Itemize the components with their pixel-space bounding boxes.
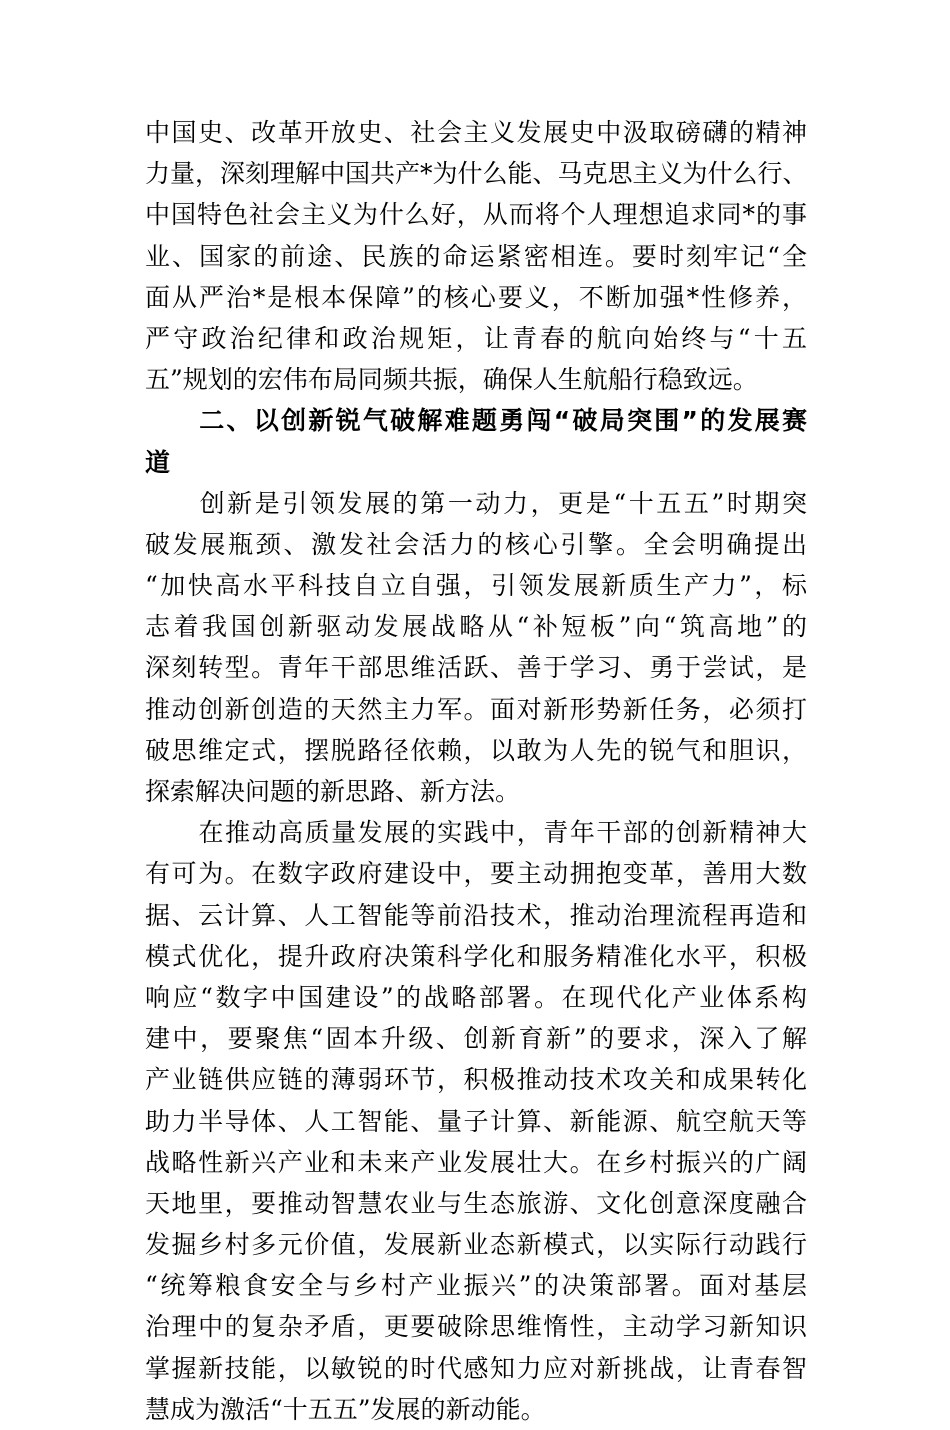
line-text: 建中，要聚焦“固本升级、创新育新”的要求，深入了解 bbox=[145, 1024, 807, 1054]
paragraph-line bbox=[145, 1306, 807, 1347]
line-text: 志着我国创新驱动发展战略从“补短板”向“筑高地”的 bbox=[145, 612, 807, 642]
line-text: 天地里，要推动智慧农业与生态旅游、文化创意深度融合 bbox=[145, 1188, 807, 1218]
paragraph-line bbox=[145, 1142, 807, 1183]
paragraph-line bbox=[145, 647, 807, 688]
paragraph-line bbox=[145, 277, 807, 318]
line-text: 模式优化，提升政府决策科学化和服务精准化水平，积极 bbox=[145, 941, 807, 971]
paragraph-line bbox=[145, 483, 807, 524]
paragraph-line bbox=[145, 771, 807, 812]
line-text: 中国特色社会主义为什么好，从而将个人理想追求同*的事 bbox=[145, 200, 807, 230]
section-heading-line bbox=[145, 400, 807, 441]
document-body bbox=[145, 112, 807, 1430]
line-text: 战略性新兴产业和未来产业发展壮大。在乡村振兴的广阔 bbox=[145, 1147, 807, 1177]
line-text: 严守政治纪律和政治规矩，让青春的航向始终与“十五 bbox=[145, 323, 807, 353]
line-text: 在推动高质量发展的实践中，青年干部的创新精神大 bbox=[197, 818, 807, 848]
paragraph-line bbox=[145, 1265, 807, 1306]
paragraph-line bbox=[145, 524, 807, 565]
paragraph-line bbox=[145, 977, 807, 1018]
line-text: 响应“数字中国建设”的战略部署。在现代化产业体系构 bbox=[145, 982, 807, 1012]
line-text: 业、国家的前途、民族的命运紧密相连。要时刻牢记“全 bbox=[145, 241, 807, 271]
line-text: 有可为。在数字政府建设中，要主动拥抱变革，善用大数 bbox=[145, 859, 807, 889]
paragraph-line bbox=[145, 895, 807, 936]
paragraph-line bbox=[145, 194, 807, 235]
paragraph-line bbox=[145, 1348, 807, 1389]
paragraph-line bbox=[145, 812, 807, 853]
line-text: 二、以创新锐气破解难题勇闯“破局突围”的发展赛 bbox=[197, 406, 807, 436]
line-text: 掌握新技能，以敏锐的时代感知力应对新挑战，让青春智 bbox=[145, 1353, 807, 1383]
line-text: 创新是引领发展的第一动力，更是“十五五”时期突 bbox=[197, 488, 807, 518]
paragraph-line bbox=[145, 236, 807, 277]
line-text: 探索解决问题的新思路、新方法。 bbox=[145, 777, 521, 806]
line-text: 慧成为激活“十五五”发展的新动能。 bbox=[145, 1394, 546, 1424]
line-text: 破发展瓶颈、激发社会活力的核心引擎。全会明确提出 bbox=[145, 529, 807, 559]
paragraph-line bbox=[145, 1018, 807, 1059]
paragraph-line bbox=[145, 112, 807, 153]
line-text: “统筹粮食安全与乡村产业振兴”的决策部署。面对基层 bbox=[145, 1271, 807, 1301]
paragraph-line bbox=[145, 318, 807, 359]
line-text: 中国史、改革开放史、社会主义发展史中汲取磅礴的精神 bbox=[145, 118, 807, 147]
line-text: 破思维定式，摆脱路径依赖，以敢为人先的锐气和胆识， bbox=[145, 735, 807, 765]
paragraph-line bbox=[145, 730, 807, 771]
paragraph-line bbox=[145, 853, 807, 894]
section-heading-line bbox=[145, 442, 807, 483]
line-text: 面从严治*是根本保障”的核心要义，不断加强*性修养， bbox=[145, 282, 807, 312]
paragraph-line bbox=[145, 1101, 807, 1142]
line-text: 深刻转型。青年干部思维活跃、善于学习、勇于尝试，是 bbox=[145, 653, 807, 683]
paragraph-line bbox=[145, 1389, 807, 1430]
paragraph-line bbox=[145, 936, 807, 977]
line-text: 道 bbox=[145, 447, 171, 477]
paragraph-line bbox=[145, 689, 807, 730]
line-text: 助力半导体、人工智能、量子计算、新能源、航空航天等 bbox=[145, 1106, 807, 1136]
paragraph-line bbox=[145, 1224, 807, 1265]
paragraph-line bbox=[145, 565, 807, 606]
line-text: 治理中的复杂矛盾，更要破除思维惰性，主动学习新知识 bbox=[145, 1312, 807, 1342]
line-text: 据、云计算、人工智能等前沿技术，推动治理流程再造和 bbox=[145, 900, 807, 930]
line-text: “加快高水平科技自立自强，引领发展新质生产力”，标 bbox=[145, 571, 807, 601]
paragraph-line bbox=[145, 606, 807, 647]
line-text: 发掘乡村多元价值，发展新业态新模式，以实际行动践行 bbox=[145, 1230, 807, 1260]
paragraph-line bbox=[145, 1183, 807, 1224]
line-text: 推动创新创造的天然主力军。面对新形势新任务，必须打 bbox=[145, 694, 807, 724]
paragraph-line bbox=[145, 1059, 807, 1100]
paragraph-line bbox=[145, 153, 807, 194]
line-text: 力量，深刻理解中国共产*为什么能、马克思主义为什么行、 bbox=[145, 159, 808, 189]
line-text: 产业链供应链的薄弱环节，积极推动技术攻关和成果转化 bbox=[145, 1065, 807, 1095]
line-text: 五”规划的宏伟布局同频共振，确保人生航船行稳致远。 bbox=[145, 365, 758, 395]
paragraph-line bbox=[145, 359, 807, 400]
